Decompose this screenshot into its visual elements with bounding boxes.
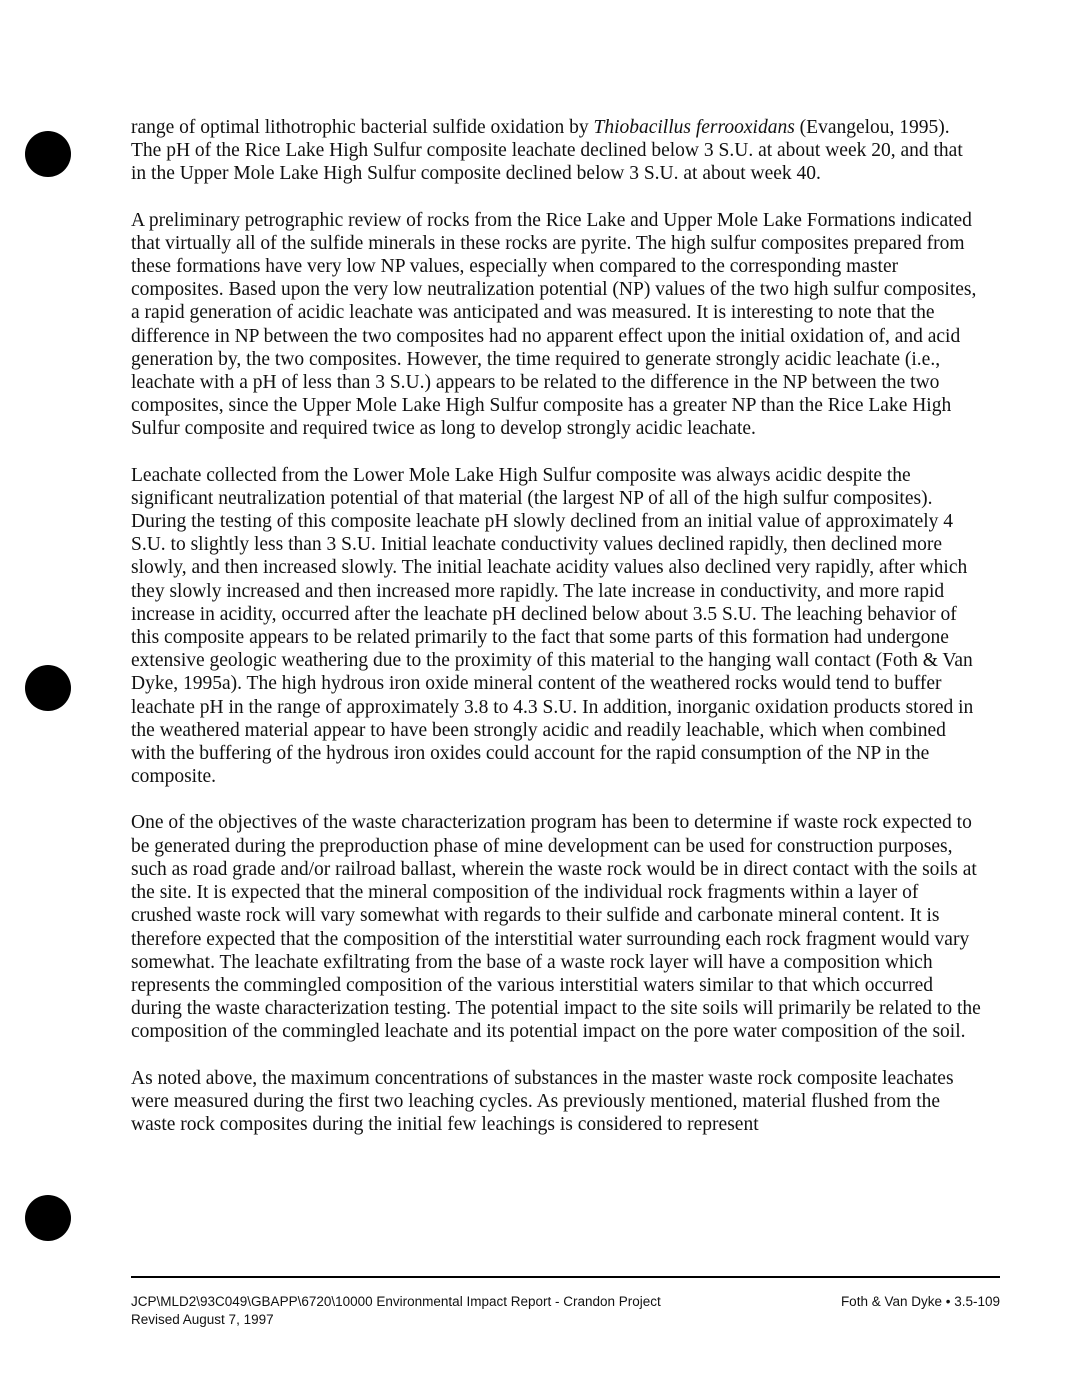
binder-hole-top: [25, 131, 71, 177]
footer-revised-date: Revised August 7, 1997: [131, 1312, 274, 1327]
species-name: Thiobacillus ferrooxidans: [593, 117, 795, 138]
footer-left: [131, 1293, 661, 1329]
paragraph-1-start: range of optimal lithotrophic bacterial sulfide oxidation by: [131, 117, 594, 138]
footer-rule: [131, 1276, 1000, 1278]
paragraph-1-end: (Evangelou, 1995). The pH of the Rice Lake High Sulfur composite leachate declined below 3 S.U. at about week 20, and that in the Upper Mole Lake High Sulfur composite declined below 3 S.U. at about week 40.: [131, 117, 963, 185]
binder-hole-bottom: [25, 1195, 71, 1241]
footer-path-title: JCP\MLD2\93C049\GBAPP\6720\10000 Environmental Impact Report - Crandon Project: [131, 1294, 661, 1309]
paragraph-4: One of the objectives of the waste characterization program has been to determine if waste rock expected to be generated during the preproduction phase of mine development can be used for construction purposes, such as road grade and/or railroad ballast, wherein the waste rock would be in direct contact with the soils at the site. It is expected that the mineral composition of the individual rock fragments within a layer of crushed waste rock will vary somewhat with regards to their sulfide and carbonate mineral content. It is therefore expected that the composition of the interstitial water surrounding each rock fragment would vary somewhat. The leachate exfiltrating from the base of a waste rock layer will have a composition which represents the commingled composition of the various interstitial waters similar to that which occurred during the waste characterization testing. The potential impact to the site soils will primarily be related to the composition of the commingled leachate and its potential impact on the pore water composition of the soil.: [131, 812, 981, 1043]
paragraph-1: [131, 116, 981, 186]
paragraph-2: A preliminary petrographic review of rocks from the Rice Lake and Upper Mole Lake Formations indicated that virtually all of the sulfide minerals in these rocks are pyrite. The high sulfur composites prepared from these formations have very low NP values, especially when compared to the corresponding master composites. Based upon the very low neutralization potential (NP) values of the two high sulfur composites, a rapid generation of acidic leachate was anticipated and was measured. It is interesting to note that the difference in NP between the two composites had no apparent effect upon the initial oxidation of, and acid generation by, the two composites. However, the time required to generate strongly acidic leachate (i.e., leachate with a pH of less than 3 S.U.) appears to be related to the difference in the NP between the two composites, since the Upper Mole Lake High Sulfur composite has a greater NP than the Rice Lake High Sulfur composite and required twice as long to develop strongly acidic leachate.: [131, 209, 977, 440]
binder-hole-middle: [25, 665, 71, 711]
footer-page-number: Foth & Van Dyke • 3.5-109: [840, 1294, 1000, 1309]
paragraph-3: Leachate collected from the Lower Mole Lake High Sulfur composite was always acidic despite the significant neutralization potential of that material (the largest NP of all of the high sulfur composites). During the testing of this composite leachate pH slowly declined from an initial value of approximately 4 S.U. to slightly less than 3 S.U. Initial leachate conductivity values declined rapidly, then declined more slowly, and then increased slowly. The initial leachate acidity values also declined very rapidly, after which they slowly increased and then increased more rapidly. The late increase in conductivity, and more rapid increase in acidity, occurred after the leachate pH declined below about 3.5 S.U. The leaching behavior of this composite appears to be related primarily to the fact that some parts of this formation had undergone extensive geologic weathering due to the proximity of this material to the hanging wall contact (Foth & Van Dyke, 1995a). The high hydrous iron oxide mineral content of the weathered rocks would tend to buffer leachate pH in the range of approximately 3.8 to 4.3 S.U. In addition, inorganic oxidation products stored in the weathered material appear to have been strongly acidic and readily leachable, which when combined with the buffering of the hydrous iron oxides could account for the rapid consumption of the NP in the composite.: [131, 464, 974, 788]
body-text: [131, 116, 981, 1159]
paragraph-5: As noted above, the maximum concentrations of substances in the master waste rock composite leachates were measured during the first two leaching cycles. As previously mentioned, material flushed from the waste rock composites during the initial few leachings is considered to represent: [131, 1067, 954, 1135]
